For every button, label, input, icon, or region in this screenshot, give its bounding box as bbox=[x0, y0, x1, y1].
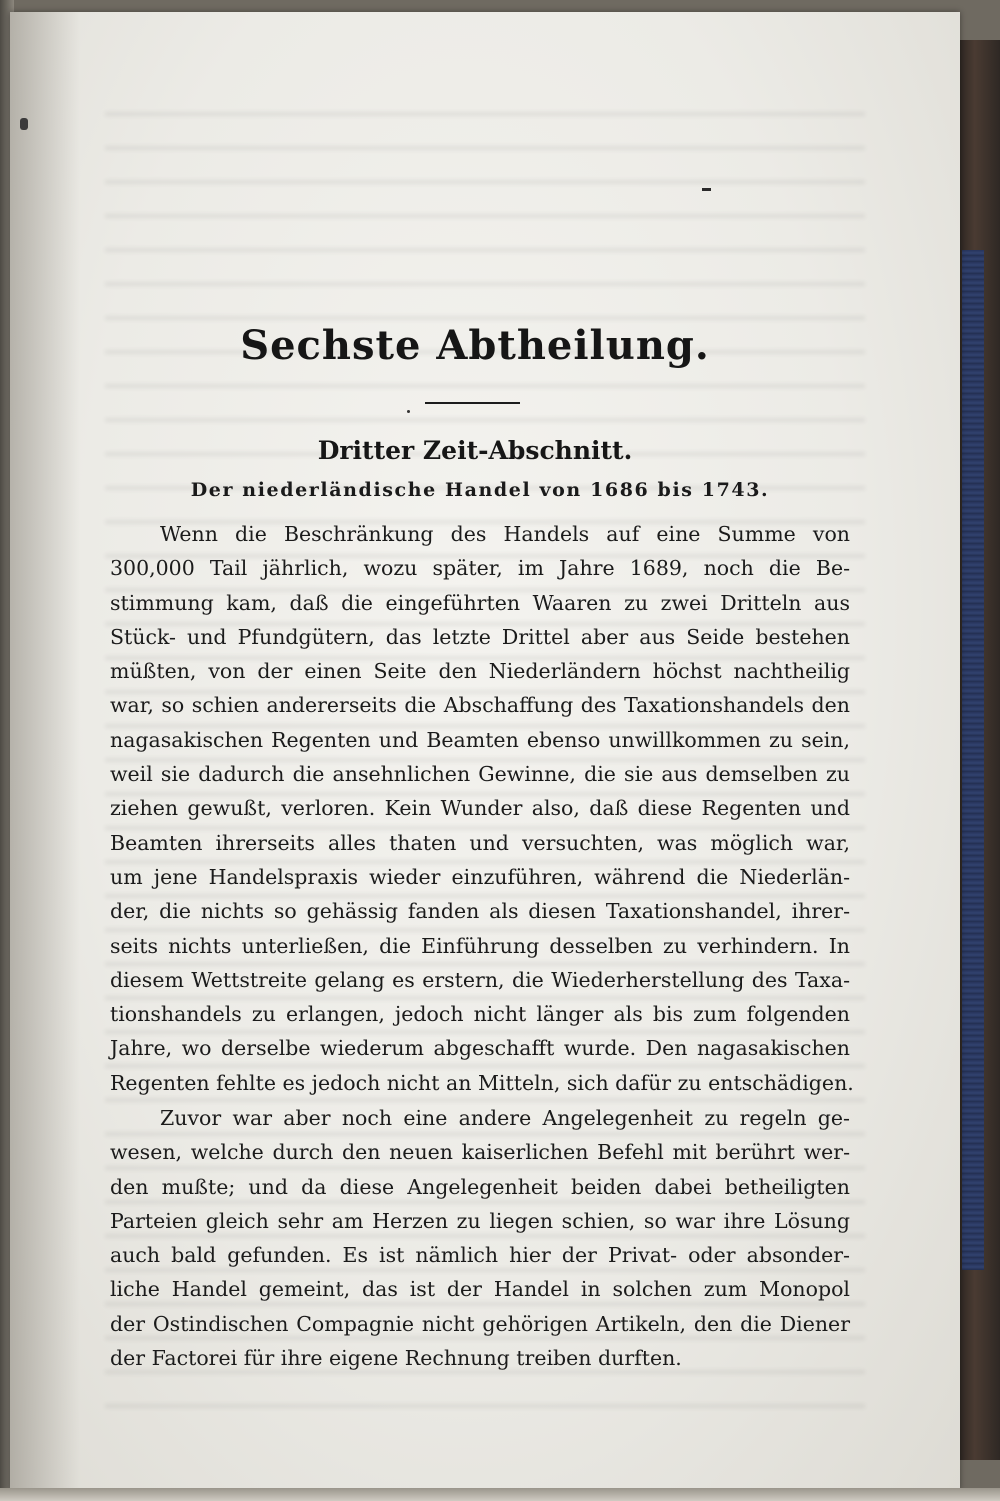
paragraph-1 bbox=[110, 517, 854, 1100]
text-line: ziehen gewußt, verloren. Kein Wunder also, daß diese Regenten und bbox=[110, 796, 850, 821]
text-line: Wenn die Beschränkung des Handels auf eine Summe von bbox=[160, 522, 850, 546]
text-line: Parteien gleich sehr am Herzen zu liegen schien, so war ihre Lösung bbox=[110, 1208, 850, 1233]
text-line: wesen, welche durch den neuen kaiserlichen Befehl mit berührt wer- bbox=[110, 1140, 850, 1165]
ink-mark bbox=[20, 118, 28, 130]
section-title: Sechste Abtheilung. bbox=[240, 322, 710, 369]
text-line: Zuvor war aber noch eine andere Angelegenheit zu regeln ge- bbox=[160, 1106, 850, 1130]
dash-mark bbox=[702, 188, 711, 191]
text-line: tionshandels zu erlangen, jedoch nicht länger als bis zum folgenden bbox=[110, 1002, 850, 1027]
text-line: liche Handel gemeint, das ist der Handel in solchen zum Monopol bbox=[110, 1277, 850, 1302]
text-line: stimmung kam, daß die eingeführten Waaren zu zwei Dritteln aus bbox=[110, 590, 850, 615]
chapter-subtitle: Dritter Zeit-Abschnitt. bbox=[317, 436, 633, 465]
text-line: müßten, von der einen Seite den Niederländern höchst nachtheilig bbox=[110, 659, 850, 684]
text-line: weil sie dadurch die ansehnlichen Gewinne, die sie aus demselben zu bbox=[110, 762, 850, 787]
text-line: diesem Wettstreite gelang es erstern, die Wiederherstellung des Taxa- bbox=[110, 967, 850, 992]
bottom-page-edge bbox=[0, 1488, 1000, 1501]
text-line: seits nichts unterließen, die Einführung desselben zu verhindern. In bbox=[110, 933, 850, 958]
text-line: Stück- und Pfundgütern, das letzte Drittel aber aus Seide bestehen bbox=[110, 624, 850, 649]
text-line: um jene Handelspraxis wieder einzuführen, während die Niederlän- bbox=[110, 864, 850, 889]
text-line: Jahre, wo derselbe wiederum abgeschafft wurde. Den nagasakischen bbox=[110, 1036, 850, 1061]
text-line: der, die nichts so gehässig fanden als diesen Taxationshandel, ihrer- bbox=[110, 899, 850, 924]
text-line: der Factorei für ihre eigene Rechnung treiben durften. bbox=[110, 1346, 682, 1371]
text-line: war, so schien andererseits die Abschaffung des Taxationshandels den bbox=[110, 693, 850, 718]
text-line: auch bald gefunden. Es ist nämlich hier der Privat- oder absonder- bbox=[110, 1243, 850, 1268]
chapter-heading: Der niederländische Handel von 1686 bis 1743. bbox=[190, 479, 770, 501]
paragraph-2 bbox=[110, 1101, 850, 1375]
rule-dot bbox=[407, 410, 410, 413]
text-line: nagasakischen Regenten und Beamten ebenso unwillkommen zu sein, bbox=[110, 727, 850, 752]
title-rule bbox=[425, 402, 520, 404]
text-line: der Ostindischen Compagnie nicht gehörigen Artikeln, den die Diener bbox=[110, 1311, 850, 1336]
page-gutter-shadow bbox=[10, 12, 80, 1490]
text-line: Regenten fehlte es jedoch nicht an Mitteln, sich dafür zu entschädigen. bbox=[110, 1070, 854, 1095]
text-line: den mußte; und da diese Angelegenheit beiden dabei betheiligten bbox=[110, 1174, 850, 1199]
text-line: Beamten ihrerseits alles thaten und versuchten, was möglich war, bbox=[110, 830, 850, 855]
text-line: 300,000 Tail jährlich, wozu später, im Jahre 1689, noch die Be- bbox=[110, 556, 850, 581]
book-spine-cloth bbox=[962, 250, 984, 1270]
